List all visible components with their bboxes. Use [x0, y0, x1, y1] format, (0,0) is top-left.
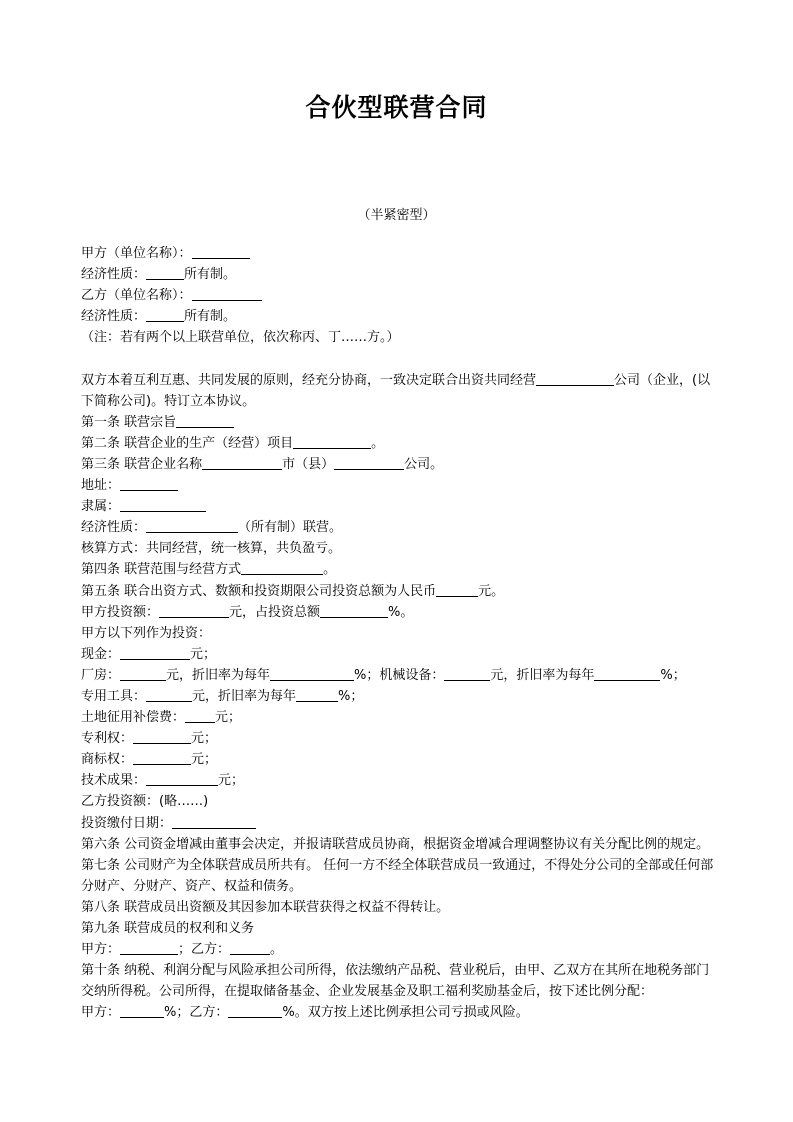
fill-in-blank — [146, 771, 218, 786]
line-text: 第五条 联合出资方式、数额和投资期限公司投资总额为人民币 — [81, 583, 437, 599]
fill-in-blank — [133, 750, 191, 765]
contract-line — [81, 707, 715, 728]
fill-in-blank — [120, 497, 206, 512]
line-text: 第三条 联营企业名称 — [81, 456, 203, 472]
fill-in-blank — [192, 286, 262, 301]
fill-in-blank — [228, 1003, 282, 1018]
line-text: 。 — [371, 435, 385, 451]
fill-in-blank — [159, 603, 229, 618]
contract-line — [81, 412, 715, 433]
line-text: 第六条 公司资金增减由董事会决定，并报请联营成员协商，根据资金增减合理调整协议有关分配比例的规定。 — [81, 836, 710, 852]
line-text: %； — [338, 688, 364, 704]
line-text: 第一条 联营宗旨 — [81, 414, 177, 430]
line-text: 甲方投资额： — [81, 604, 160, 620]
contract-line — [81, 264, 715, 285]
contract-line — [81, 538, 715, 559]
line-text: 元； — [190, 646, 217, 662]
fill-in-blank — [293, 434, 371, 449]
fill-in-blank — [120, 940, 178, 955]
contract-line — [81, 770, 715, 791]
contract-line — [81, 475, 715, 496]
line-text: %；机械设备： — [354, 667, 445, 683]
contract-line — [81, 749, 715, 770]
contract-line — [81, 1002, 715, 1023]
line-text: 第四条 联营范围与经营方式 — [81, 562, 242, 578]
line-text: 元，折旧率为每年 — [166, 667, 271, 683]
line-text: 甲方以下列作为投资： — [81, 625, 212, 641]
contract-line — [81, 834, 715, 855]
line-text: %；乙方： — [164, 1005, 229, 1021]
line-text: 第七条 公司财产为全体联营成员所共有。 任何一方不经全体联营成员一致通过，不得处分公司的全部或任何部分财产、分财产、资产、权益和债务。 — [81, 857, 714, 894]
document-subtitle: （半紧密型） — [357, 208, 436, 223]
line-text: 元，折旧率为每年 — [192, 688, 297, 704]
line-text: 隶属： — [81, 499, 121, 515]
fill-in-blank — [296, 687, 338, 702]
fill-in-blank — [172, 814, 256, 829]
contract-line — [81, 623, 715, 644]
line-text: 元； — [191, 752, 218, 768]
line-text: 公司。 — [404, 456, 444, 472]
fill-in-blank — [594, 666, 660, 681]
paragraph-gap — [81, 348, 715, 369]
fill-in-blank — [185, 708, 215, 723]
contract-line — [81, 433, 715, 454]
fill-in-blank — [120, 645, 190, 660]
line-text: 元； — [218, 773, 245, 789]
contract-line — [81, 559, 715, 580]
fill-in-blank — [176, 413, 234, 428]
contract-line — [81, 454, 715, 475]
line-text: 甲方： — [81, 942, 121, 958]
fill-in-blank — [444, 666, 490, 681]
fill-in-blank — [146, 265, 184, 280]
fill-in-blank — [334, 455, 404, 470]
fill-in-blank — [536, 371, 614, 386]
line-text: ；乙方： — [178, 942, 231, 958]
contract-line — [81, 243, 715, 264]
fill-in-blank — [241, 560, 323, 575]
contract-line — [81, 791, 715, 812]
line-text: 乙方投资额：(略……) — [81, 794, 209, 810]
contract-line — [81, 686, 715, 707]
line-text: 双方本着互利互惠、共同发展的原则，经充分协商，一致决定联合出资共同经营 — [81, 372, 537, 388]
line-text: 技术成果： — [81, 773, 147, 789]
line-text: 元。 — [478, 583, 505, 599]
line-text: 元，折旧率为每年 — [490, 667, 595, 683]
line-text: 第二条 联营企业的生产（经营）项目 — [81, 435, 294, 451]
line-text: （所有制）联营。 — [238, 520, 343, 536]
line-text: 厂房： — [81, 667, 121, 683]
contract-line — [81, 939, 715, 960]
contract-line — [81, 496, 715, 517]
line-text: 所有制。 — [184, 309, 237, 325]
fill-in-blank — [120, 476, 178, 491]
line-text: 元； — [191, 731, 218, 747]
fill-in-blank — [230, 940, 270, 955]
contract-line — [81, 581, 715, 602]
line-text: 第九条 联营成员的权利和义务 — [81, 921, 255, 936]
line-text: 土地征用补偿费： — [81, 710, 186, 726]
fill-in-blank — [120, 1003, 164, 1018]
contract-line — [81, 813, 715, 834]
contract-line — [81, 285, 715, 306]
line-text: %； — [660, 667, 686, 683]
line-text: 。 — [270, 942, 284, 958]
line-text: 元，占投资总额 — [229, 604, 321, 620]
line-text: 经济性质： — [81, 520, 147, 536]
fill-in-blank — [146, 687, 192, 702]
contract-line — [81, 602, 715, 623]
line-text: 商标权： — [81, 752, 134, 768]
contract-line — [81, 517, 715, 538]
fill-in-blank — [436, 582, 478, 597]
line-text: （注：若有两个以上联营单位，依次称丙、丁……方。） — [81, 330, 400, 346]
contract-line — [81, 327, 715, 348]
line-text: 核算方式：共同经营，统一核算，共负盈亏。 — [81, 541, 342, 557]
line-text: 经济性质： — [81, 309, 147, 325]
fill-in-blank — [192, 244, 250, 259]
contract-line — [81, 728, 715, 749]
fill-in-blank — [146, 518, 238, 533]
contract-line — [81, 855, 715, 897]
contract-line — [81, 306, 715, 327]
fill-in-blank — [320, 603, 388, 618]
line-text: 元； — [215, 710, 242, 726]
line-text: 市（县） — [282, 456, 335, 472]
line-text: 专用工具： — [81, 688, 147, 704]
line-text: 所有制。 — [184, 267, 237, 283]
line-text: 甲方： — [81, 1005, 121, 1021]
contract-line — [81, 644, 715, 665]
line-text: 。 — [323, 562, 337, 578]
line-text: %。 — [388, 604, 414, 620]
contract-body — [81, 243, 715, 1023]
fill-in-blank — [202, 455, 282, 470]
line-text: %。双方按上述比例承担公司亏损或风险。 — [282, 1005, 529, 1021]
line-text: 专利权： — [81, 731, 134, 747]
line-text: 现金： — [81, 646, 121, 662]
fill-in-blank — [133, 729, 191, 744]
line-text: 甲方（单位名称）： — [81, 246, 192, 261]
line-text: 第十条 纳税、利润分配与风险承担公司所得，依法缴纳产品税、营业税后，由甲、乙双方在其所在地税务部门交纳所得税。公司所得，在提取储备基金、企业发展基金及职工福利奖励基金后，按下述比例分配： — [81, 963, 710, 1000]
fill-in-blank — [146, 307, 184, 322]
fill-in-blank — [270, 666, 354, 681]
line-text: 第八条 联营成员出资额及其因参加本联营获得之权益不得转让。 — [81, 899, 450, 915]
contract-line — [81, 960, 715, 1002]
line-text: 地址： — [81, 478, 121, 494]
document-title: 合伙型联营合同 — [305, 93, 488, 122]
contract-line — [81, 665, 715, 686]
line-text: 投资缴付日期： — [81, 815, 173, 831]
line-text: 经济性质： — [81, 267, 147, 283]
contract-line — [81, 370, 715, 412]
fill-in-blank — [120, 666, 166, 681]
contract-line — [81, 897, 715, 918]
contract-line — [81, 918, 715, 939]
line-text: 公司（企业，(以下简称公司)。特订立本协议。 — [81, 372, 711, 409]
line-text: 乙方（单位名称）： — [81, 288, 192, 304]
